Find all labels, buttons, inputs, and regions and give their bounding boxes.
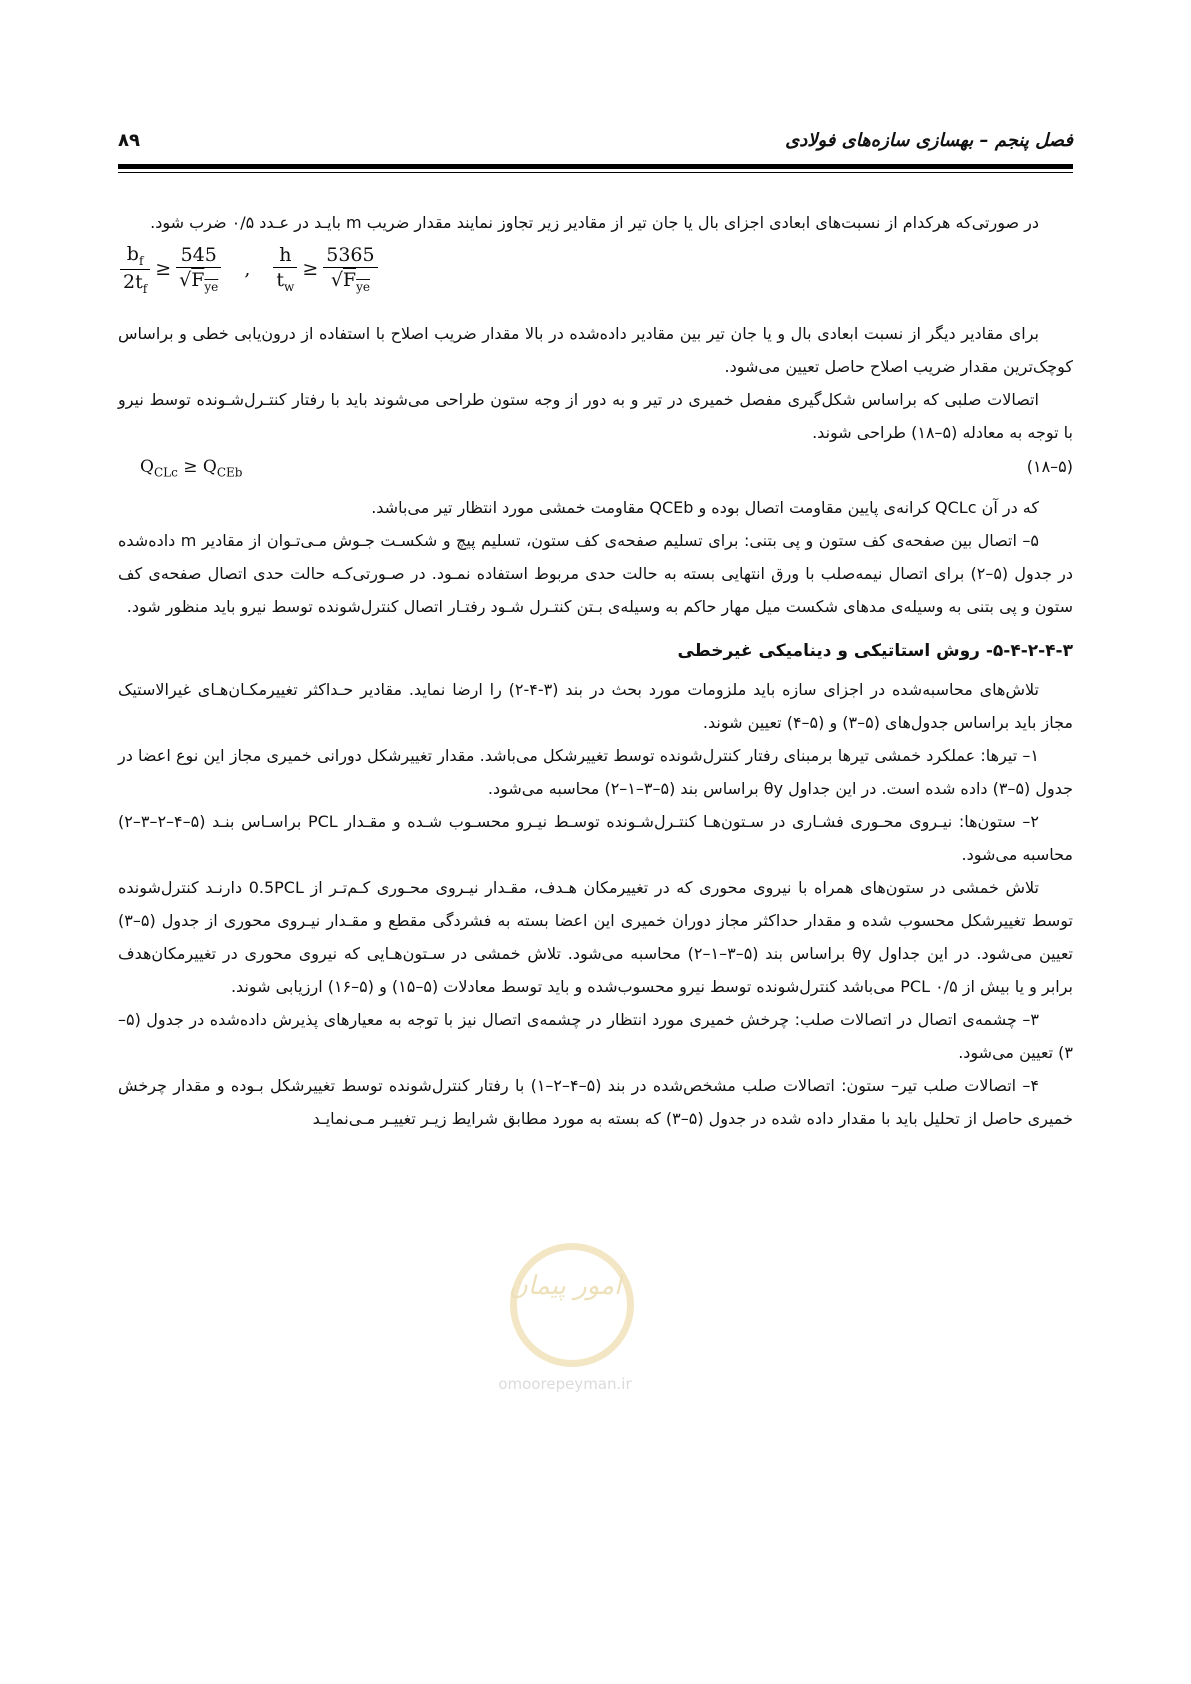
page-header xyxy=(118,118,1073,158)
flange-width: b xyxy=(126,243,139,265)
watermark-ring xyxy=(510,1243,634,1367)
flange-ratio xyxy=(120,243,150,296)
subscript: CEb xyxy=(216,465,243,480)
paragraph: تلاش‌های محاسبه‌شده در اجزای سازه باید ملزومات مورد بحث در بند (۳-۴-۲) را ارضا نماید. مقادیر حـداکثر تغییرمکـان‌هـای غیرالاستیک مجاز باید براساس جدول‌های (۵–۳) و (۵–۴) تعیین شوند. xyxy=(118,680,1073,732)
geq-sign: ≥ xyxy=(302,258,319,281)
equation-5-18 xyxy=(118,453,1073,491)
section-heading: ۵-۴-۲-۴-۳- روش استاتیکی و دینامیکی غیرخطی xyxy=(677,641,1073,661)
paragraph: تلاش خمشی در ستون‌های همراه با نیروی محوری که در تغییرمکان هـدف، مقـدار نیـروی محـوری کـم‌تـر از 0.5PCL دارنـد کنترل‌شونده توسط تغییرشکل محسوب شده و مقدار حداکثر مجاز دوران خمیری این اعضا بسته به فشردگی مقطع و مقـدار نیـروی محوری از جدول (۵–۳) تعیین می‌شود. در این جداول θy براساس بند (۵–۳–۱–۲) محاسبه می‌شود. تلاش خمشی در سـتون‌هـایی که نیروی محوری در تغییرمکان‌هدف برابر و یا بیش از ۰/۵ PCL می‌باشد کنترل‌شونده توسط نیرو محسوب‌شده و باید توسط معادلات (۵–۱۵) و (۵–۱۶) ارزیابی شوند. xyxy=(118,878,1073,996)
web-thickness: t xyxy=(276,269,285,292)
flange-thickness: 2t xyxy=(123,270,143,293)
subscript: f xyxy=(142,281,148,296)
subscript: CLc xyxy=(153,465,178,480)
q-cl: Q xyxy=(140,457,154,477)
web-ratio xyxy=(273,244,297,294)
header-rule-thick xyxy=(118,164,1073,169)
watermark-url: omoorepeyman.ir xyxy=(498,1375,632,1393)
web-height: h xyxy=(273,244,297,268)
paragraph: ۲– ستون‌ها: نیـروی محـوری فشـاری در سـتون‌هـا کنتـرل‌شـونده توسـط نیـرو محسـوب شـده و مقـدار PCL براسـاس بنـد (۵–۴–۲–۳–۲) محاسبه می‌شود. xyxy=(118,812,1073,864)
paragraph: ۳– چشمه‌ی اتصال در اتصالات صلب: چرخش خمیری مورد انتظار در چشمه‌ی اتصال نیز با توجه به معیارهای پذیرش داده‌شده در جدول (۵–۳) تعیین می‌شود. xyxy=(118,1010,1073,1062)
yield-stress: F xyxy=(191,269,205,292)
web-limit: $\frac{5365}{√F_{ye}}$ xyxy=(323,244,377,294)
paragraph: در صورتی‌که هرکدام از نسبت‌های ابعادی اجزای بال یا جان تیر از مقادیر زیر تجاوز نمایند مقدار ضریب m بایـد در عـدد ۰/۵ ضرب شود. xyxy=(150,213,1039,232)
formula-separator: , xyxy=(244,258,251,281)
subscript: w xyxy=(284,280,295,295)
chapter-title: فصل پنجم – بهسازی سازه‌های فولادی xyxy=(785,130,1073,151)
watermark xyxy=(470,1235,660,1405)
page-body xyxy=(118,206,1073,1135)
watermark-logo: امور پیمان xyxy=(508,1271,622,1301)
web-limit-value: 5365 xyxy=(323,244,377,268)
equation-expression xyxy=(140,457,242,479)
geq-sign: ≥ xyxy=(155,258,172,281)
subscript: ye xyxy=(204,280,219,295)
slenderness-formulas xyxy=(118,239,1073,317)
page-number: ۸۹ xyxy=(118,130,140,151)
header-rule-thin xyxy=(118,172,1073,173)
subscript: f xyxy=(138,253,144,268)
equation-number: (۵–۱۸) xyxy=(1026,457,1073,476)
paragraph: ۵– اتصال بین صفحه‌ی کف ستون و پی بتنی: برای تسلیم صفحه‌ی کف ستون، تسلیم پیچ و شکسـت جـوش مـی‌تـوان از مقادیر m داده‌شده در جدول (۵–۲) برای اتصال نیمه‌صلب با ورق انتهایی بسته به حالت حدی مربوط استفاده نمـود. در صـورتی‌کـه حالت حدی اتصال صفحه‌ی کف ستون و پی بتنی به وسیله‌ی مدهای شکست میل مهار حاکم به وسیله‌ی بـتن کنتـرل شـود رفتـار اتصال کنترل‌شونده توسط نیرو باید منظور شود. xyxy=(118,531,1074,616)
paragraph: برای مقادیر دیگر از نسبت ابعادی بال و یا جان تیر بین مقادیر داده‌شده در بالا مقدار ضریب اصلاح با استفاده از درون‌یابی خطی و براساس کوچک‌ترین مقدار ضریب اصلاح حاصل تعیین می‌شود. xyxy=(118,324,1073,376)
subscript: ye xyxy=(356,280,370,295)
paragraph: ۴– اتصالات صلب تیر– ستون: اتصالات صلب مشخص‌شده در بند (۵–۴–۲–۱) با رفتار کنترل‌شونده توسط تغییرشکل بـوده و مقدار چرخش خمیری حاصل از تحلیل باید با مقدار داده شده در جدول (۵–۳) که بسته به مورد مطابق شرایط زیـر تغییـر مـی‌نمایـد xyxy=(118,1076,1073,1128)
yield-stress: F xyxy=(342,269,357,292)
paragraph: که در آن QCLc کرانه‌ی پایین مقاومت اتصال بوده و QCEb مقاومت خمشی مورد انتظار تیر می‌باشد. xyxy=(371,498,1039,517)
geq-sign: ≥ xyxy=(183,457,198,477)
flange-limit: $\frac{545}{√F_{ye}}$ xyxy=(176,244,221,294)
paragraph: ۱– تیرها: عملکرد خمشی تیرها برمبنای رفتار کنترل‌شونده توسط تغییرشکل می‌باشد. مقدار تغییرشکل دورانی خمیری مجاز این نوع اعضا در جدول (۵–۳) داده شده است. در این جداول θy براساس بند (۵–۳–۱–۲) محاسبه می‌شود. xyxy=(118,746,1073,798)
paragraph: اتصالات صلبی که براساس شکل‌گیری مفصل خمیری در تیر و به دور از وجه ستون طراحی می‌شوند باید با رفتار کنتـرل‌شـونده توسط نیرو با توجه به معادله (۵–۱۸) طراحی شوند. xyxy=(118,390,1073,442)
q-ce: Q xyxy=(202,457,217,477)
flange-limit-value: 545 xyxy=(176,244,221,268)
